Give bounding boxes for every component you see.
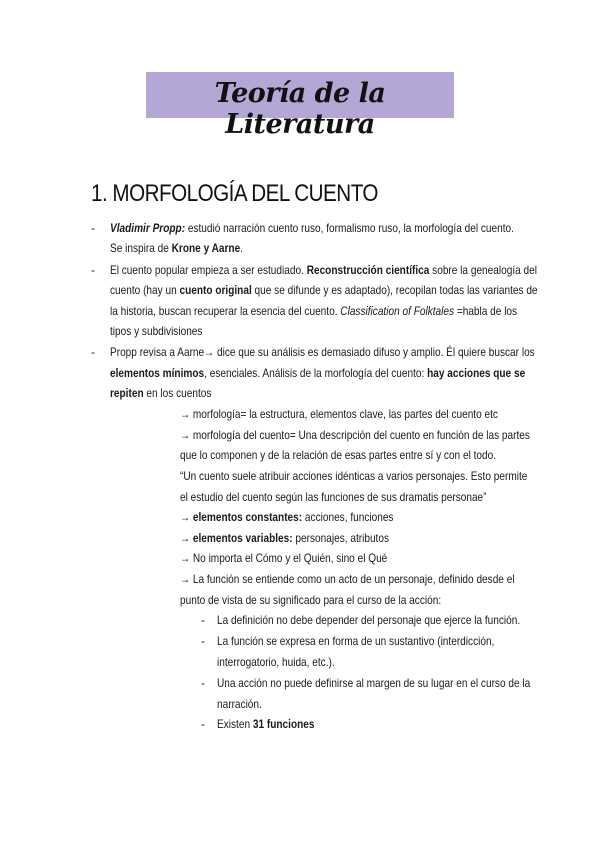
subsub-line: interrogatorio, huida, etc.).: [217, 655, 335, 669]
paragraph-line: [110, 304, 517, 318]
text-span: acciones, funciones: [302, 510, 394, 524]
paragraph-line: [110, 283, 538, 297]
bullet-marker: -: [91, 345, 95, 359]
text-span: Existen: [217, 717, 253, 731]
arrow: →: [180, 531, 193, 545]
sub-line: → No importa el Cómo y el Quién, sino el Qué: [180, 551, 388, 565]
bold-span: repiten: [110, 386, 144, 400]
sub-line: el estudio del cuento según las funciones de sus dramatis personae”: [180, 490, 487, 504]
text-span: =habla de los: [454, 304, 518, 318]
text-span: en los cuentos: [143, 386, 212, 400]
bold-span: elementos mínimos: [110, 366, 205, 380]
document-title: Teoría de la Literatura: [214, 78, 386, 140]
sub-line: [180, 510, 393, 524]
text-span: , esenciales. Análisis de la morfología del cuento:: [204, 366, 428, 380]
paragraph-line: tipos y subdivisiones: [110, 324, 203, 338]
text-span: sobre la genealogía del: [429, 263, 537, 277]
sub-line: [180, 531, 389, 545]
sub-line: → La función se entiende como un acto de un personaje, definido desde el: [180, 572, 515, 586]
sub-line: → morfología del cuento= Una descripción del cuento en función de las partes: [180, 428, 530, 442]
sub-line: que lo componen y de la relación de esas partes entre sí y con el todo.: [180, 448, 497, 462]
text-span: El cuento popular empieza a ser estudiado.: [110, 263, 307, 277]
paragraph-line: Propp revisa a Aarne→ dice que su análisis es demasiado difuso y amplio. Él quiere buscar los: [110, 345, 535, 359]
subsub-line: La definición no debe depender del personaje que ejerce la función.: [217, 613, 521, 627]
sub-line: → morfología= la estructura, elementos clave, las partes del cuento etc: [180, 407, 498, 421]
section-heading: 1. MORFOLOGÍA DEL CUENTO: [91, 180, 378, 207]
text-span: .: [240, 241, 243, 255]
bullet-marker: -: [91, 263, 95, 277]
bold-span: elementos constantes:: [192, 510, 303, 524]
text-span: personajes, atributos: [292, 531, 390, 545]
bullet-marker: -: [201, 717, 205, 731]
bold-span: hay acciones que se: [427, 366, 526, 380]
bullet-marker: -: [91, 221, 95, 235]
paragraph-line: [110, 366, 525, 380]
text-span: que se difunde y es adaptado), recopilan todas las variantes de: [251, 283, 538, 297]
bullet-marker: -: [201, 676, 205, 690]
text-span: cuento (hay un: [110, 283, 180, 297]
bold-span: cuento original: [179, 283, 252, 297]
sub-line: “Un cuento suele atribuir acciones idénticas a varios personajes. Esto permite: [180, 469, 528, 483]
text-span: la historia, buscan recuperar la esencia del cuento.: [110, 304, 341, 318]
subsub-line: Una acción no puede definirse al margen de su lugar en el curso de la: [217, 676, 531, 690]
bold-span: Reconstrucción científica: [306, 263, 430, 277]
bold-span: Krone y Aarne: [171, 241, 241, 255]
text-span: Se inspira de: [110, 241, 172, 255]
bold-span: elementos variables:: [192, 531, 293, 545]
italic-span: Classification of Folktales: [340, 304, 455, 318]
subsub-line: La función se expresa en forma de un sustantivo (interdicción,: [217, 634, 495, 648]
bold-span: 31 funciones: [252, 717, 315, 731]
arrow: →: [180, 510, 193, 524]
text-span: estudió narración cuento ruso, formalismo ruso, la morfología del cuento.: [185, 221, 514, 235]
bullet-marker: -: [201, 634, 205, 648]
sub-line: punto de vista de su significado para el curso de la acción:: [180, 593, 442, 607]
bullet-marker: -: [201, 613, 205, 627]
title-highlight: [146, 72, 454, 140]
paragraph-line: [110, 263, 537, 277]
paragraph-line: [110, 386, 211, 400]
paragraph-line: [110, 221, 514, 235]
paragraph-line: [110, 241, 243, 255]
author-name: Vladimir Propp:: [110, 221, 186, 235]
subsub-line: [217, 717, 314, 731]
subsub-line: narración.: [217, 697, 262, 711]
